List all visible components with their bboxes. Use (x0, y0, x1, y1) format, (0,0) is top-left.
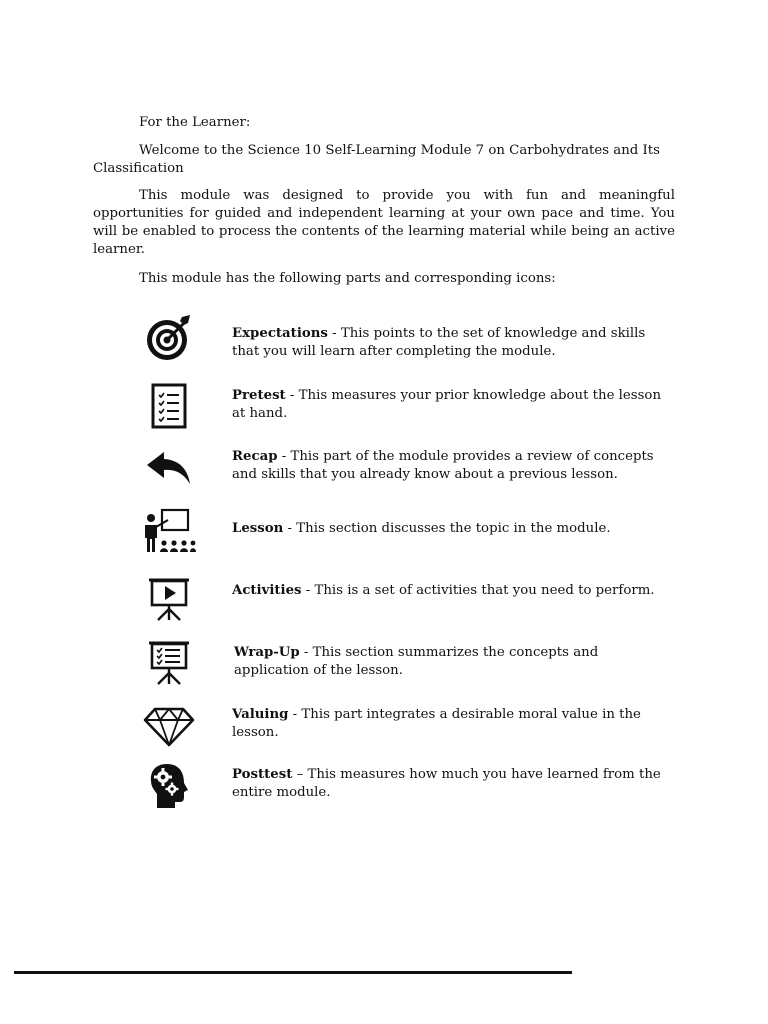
footer-divider (14, 971, 572, 974)
part-separator: - (285, 388, 299, 403)
part-description-posttest (232, 766, 675, 802)
part-description-expectations (232, 325, 675, 361)
part-description-wrap-up (234, 644, 677, 680)
part-term: Recap (232, 449, 278, 464)
part-separator: - (283, 521, 297, 536)
teacher-icon (140, 504, 198, 556)
part-text: This is a set of activities that you need to perform. (314, 583, 655, 598)
part-text: This part of the module provides a review of concepts and skills that you already know about a previous lesson. (232, 449, 654, 482)
part-separator: - (288, 707, 302, 722)
reply-arrow-icon (140, 442, 198, 494)
part-separator: - (327, 326, 341, 341)
part-text: This measures how much you have learned from the entire module. (232, 767, 661, 800)
part-description-valuing (232, 706, 675, 742)
part-separator: – (292, 767, 308, 782)
part-text: This part integrates a desirable moral value in the lesson. (232, 707, 641, 740)
part-term: Pretest (232, 388, 286, 403)
target-icon (140, 312, 198, 364)
part-separator: - (277, 449, 291, 464)
part-description-recap (232, 448, 675, 484)
page-heading: For the Learner: (139, 115, 251, 130)
part-term: Valuing (232, 707, 289, 722)
presentation-checklist-icon (140, 636, 198, 688)
welcome-paragraph: Welcome to the Science 10 Self-Learning Module 7 on Carbohydrates and Its Classification (93, 143, 660, 176)
head-gears-icon (140, 760, 198, 812)
part-separator: - (301, 583, 315, 598)
part-text: This section summarizes the concepts and application of the lesson. (234, 645, 599, 678)
part-description-lesson (232, 520, 675, 538)
part-description-activities (232, 582, 675, 600)
part-text: This measures your prior knowledge about the lesson at hand. (232, 388, 662, 421)
checklist-icon (140, 380, 198, 432)
part-description-pretest (232, 387, 675, 423)
presentation-play-icon (140, 572, 198, 624)
part-separator: - (299, 645, 313, 660)
module-description-paragraph: This module was designed to provide you with fun and meaningful opportunities for guided and independent learning at your own pace and time. You will be enabled to process the contents of the learning material while being an active learner. (93, 188, 675, 257)
part-term: Wrap-Up (234, 645, 300, 660)
part-text: This points to the set of knowledge and skills that you will learn after completing the module. (232, 326, 646, 359)
parts-intro-paragraph: This module has the following parts and corresponding icons: (139, 271, 556, 286)
part-term: Expectations (232, 326, 328, 341)
part-text: This section discusses the topic in the module. (296, 521, 611, 536)
diamond-icon (140, 700, 198, 752)
part-term: Lesson (232, 521, 284, 536)
part-term: Activities (232, 583, 302, 598)
part-term: Posttest (232, 767, 293, 782)
